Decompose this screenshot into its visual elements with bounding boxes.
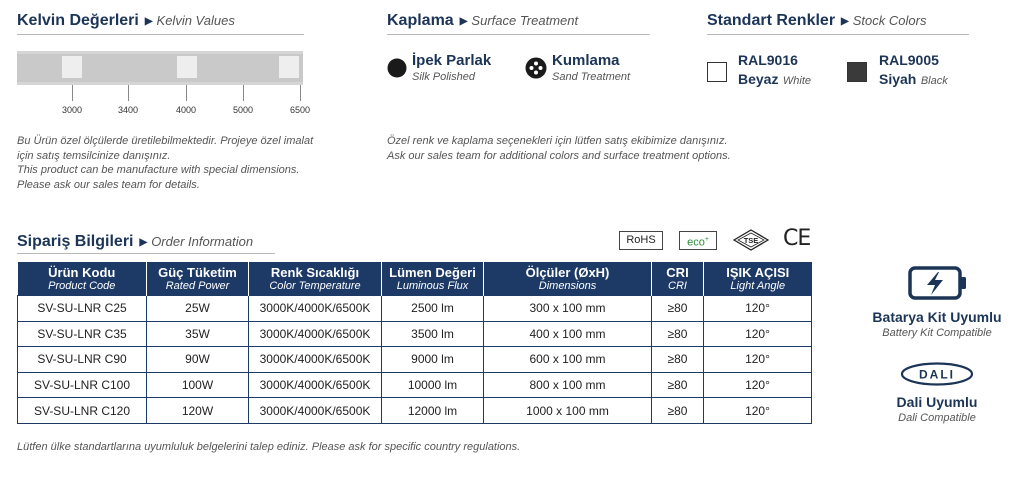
header-tr: Lümen Değeri xyxy=(389,265,476,280)
cell-power: 120W xyxy=(147,398,249,424)
tse-label: TSE xyxy=(743,236,759,245)
table-row xyxy=(18,347,812,373)
header-color-temp xyxy=(249,262,382,296)
note-line: Please ask our sales team for details. xyxy=(17,178,200,191)
arrow-right-icon: ▶ xyxy=(144,16,153,27)
sand-treatment-icon xyxy=(525,57,547,79)
finish-title: Kaplama xyxy=(387,12,454,29)
header-tr: Ürün Kodu xyxy=(48,265,116,280)
cell-product-code: SV-SU-LNR C25 xyxy=(18,296,147,322)
battery-kit-title: Batarya Kit Uyumlu xyxy=(872,309,1002,325)
cell-flux: 10000 lm xyxy=(382,372,484,398)
cell-angle: 120° xyxy=(704,296,812,322)
color-name xyxy=(738,71,811,89)
custom-size-note xyxy=(17,134,357,192)
battery-kit-subtitle: Battery Kit Compatible xyxy=(882,327,992,339)
table-row xyxy=(18,398,812,424)
header-light-angle xyxy=(704,262,812,296)
kelvin-sample-3000 xyxy=(62,56,82,78)
cell-flux: 2500 lm xyxy=(382,296,484,322)
header-tr: IŞIK AÇISI xyxy=(726,265,790,280)
kelvin-tick-label: 4000 xyxy=(175,105,197,115)
kelvin-tick-label: 5000 xyxy=(232,105,254,115)
note-line: Ask our sales team for additional colors and surface treatment options. xyxy=(387,149,731,162)
kelvin-tick-label: 3400 xyxy=(117,105,139,115)
cell-cri: ≥80 xyxy=(652,296,704,322)
cell-dimensions: 600 x 100 mm xyxy=(484,347,652,373)
cell-cri: ≥80 xyxy=(652,398,704,424)
cell-angle: 120° xyxy=(704,398,812,424)
arrow-right-icon: ▶ xyxy=(139,237,148,248)
kelvin-tick xyxy=(72,85,73,101)
cell-power: 100W xyxy=(147,372,249,398)
cell-color-temp: 3000K/4000K/6500K xyxy=(249,347,382,373)
header-en: Rated Power xyxy=(165,280,230,292)
dali-logo xyxy=(900,362,974,386)
cell-dimensions: 400 x 100 mm xyxy=(484,321,652,347)
cell-cri: ≥80 xyxy=(652,321,704,347)
dali-title: Dali Uyumlu xyxy=(896,394,978,410)
header-en: Luminous Flux xyxy=(396,280,469,292)
header-tr: Renk Sıcaklığı xyxy=(270,265,360,280)
kelvin-sample-6500 xyxy=(279,56,299,78)
table-row xyxy=(18,321,812,347)
color-name-en: White xyxy=(782,75,812,87)
cell-power: 35W xyxy=(147,321,249,347)
colors-note xyxy=(387,134,807,163)
battery-icon xyxy=(908,265,968,301)
kelvin-tick-label: 6500 xyxy=(289,105,311,115)
kelvin-section-title xyxy=(17,12,235,30)
note-line: Özel renk ve kaplama seçenekleri için lütfen satış ekibimize danışınız. xyxy=(387,135,728,147)
colors-title: Standart Renkler xyxy=(707,12,836,29)
kelvin-tick xyxy=(128,85,129,101)
header-rated-power xyxy=(147,262,249,296)
cell-angle: 120° xyxy=(704,321,812,347)
rohs-badge: RoHS xyxy=(619,231,663,250)
dali-logo-text: DALI xyxy=(919,367,955,382)
cell-cri: ≥80 xyxy=(652,372,704,398)
cell-color-temp: 3000K/4000K/6500K xyxy=(249,321,382,347)
cell-product-code: SV-SU-LNR C100 xyxy=(18,372,147,398)
cell-cri: ≥80 xyxy=(652,347,704,373)
colors-section-title xyxy=(707,12,926,30)
color-name-tr: Beyaz xyxy=(738,71,779,87)
order-table xyxy=(17,262,812,424)
finish-section-title xyxy=(387,12,578,30)
kelvin-tick xyxy=(243,85,244,101)
dali-subtitle: Dali Compatible xyxy=(898,412,976,424)
finish-sub: Sand Treatment xyxy=(552,71,631,83)
header-tr: Ölçüler (ØxH) xyxy=(525,265,610,280)
header-luminous-flux xyxy=(382,262,484,296)
finish-subtitle: Surface Treatment xyxy=(471,13,579,28)
kelvin-sample-4000 xyxy=(177,56,197,78)
kelvin-color-bar xyxy=(17,51,303,85)
color-code: RAL9005 xyxy=(879,52,939,68)
ce-mark: CE xyxy=(783,226,811,251)
cell-dimensions: 800 x 100 mm xyxy=(484,372,652,398)
order-title: Sipariş Bilgileri xyxy=(17,233,134,250)
kelvin-tick xyxy=(186,85,187,101)
kelvin-divider xyxy=(17,34,304,35)
table-row xyxy=(18,296,812,322)
color-name-en: Black xyxy=(920,75,948,87)
cell-flux: 12000 lm xyxy=(382,398,484,424)
colors-subtitle: Stock Colors xyxy=(852,13,927,28)
header-tr: Güç Tüketim xyxy=(158,265,237,280)
cell-angle: 120° xyxy=(704,347,812,373)
finish-sub: Silk Polished xyxy=(412,71,475,83)
color-swatch-white xyxy=(707,62,727,82)
finish-label: İpek Parlak xyxy=(412,52,492,69)
header-product-code xyxy=(18,262,147,296)
eco-label: eco xyxy=(687,236,705,249)
colors-divider xyxy=(707,34,969,35)
table-row xyxy=(18,372,812,398)
cell-product-code: SV-SU-LNR C35 xyxy=(18,321,147,347)
finish-divider xyxy=(387,34,650,35)
color-code: RAL9016 xyxy=(738,52,798,68)
eco-badge: eco+ xyxy=(679,231,717,250)
finish-label: Kumlama xyxy=(552,52,620,69)
cell-dimensions: 1000 x 100 mm xyxy=(484,398,652,424)
header-en: Light Angle xyxy=(730,280,786,292)
cell-flux: 9000 lm xyxy=(382,347,484,373)
note-line: This product can be manufacture with special dimensions. xyxy=(17,164,300,176)
color-name xyxy=(879,71,948,89)
kelvin-tick-label: 3000 xyxy=(61,105,83,115)
cell-power: 25W xyxy=(147,296,249,322)
kelvin-strip xyxy=(17,54,303,82)
header-en: Product Code xyxy=(48,280,116,292)
order-divider xyxy=(17,253,275,254)
header-en: Color Temperature xyxy=(269,280,361,292)
order-section-title xyxy=(17,233,253,251)
order-subtitle: Order Information xyxy=(151,234,254,249)
tse-badge xyxy=(733,229,769,251)
kelvin-title: Kelvin Değerleri xyxy=(17,12,139,29)
kelvin-tick xyxy=(300,85,301,101)
table-header-row xyxy=(18,262,812,296)
color-swatch-black xyxy=(847,62,867,82)
cell-product-code: SV-SU-LNR C90 xyxy=(18,347,147,373)
kelvin-subtitle: Kelvin Values xyxy=(156,13,235,28)
arrow-right-icon: ▶ xyxy=(841,16,849,27)
cell-angle: 120° xyxy=(704,372,812,398)
footer-note: Lütfen ülke standartlarına uyumluluk belgelerini talep ediniz. Please ask for specific country regulations. xyxy=(17,441,521,453)
header-dimensions xyxy=(484,262,652,296)
header-en: Dimensions xyxy=(538,280,597,292)
cell-color-temp: 3000K/4000K/6500K xyxy=(249,296,382,322)
cell-power: 90W xyxy=(147,347,249,373)
cell-flux: 3500 lm xyxy=(382,321,484,347)
cell-color-temp: 3000K/4000K/6500K xyxy=(249,372,382,398)
note-line: Bu Ürün özel ölçülerde üretilebilmektedir. Projeye özel imalat xyxy=(17,135,314,147)
color-name-tr: Siyah xyxy=(879,71,917,87)
cell-dimensions: 300 x 100 mm xyxy=(484,296,652,322)
arrow-right-icon: ▶ xyxy=(459,16,468,27)
note-line: için satış temsilcinize danışınız. xyxy=(17,149,171,162)
header-cri xyxy=(652,262,704,296)
silk-polished-icon xyxy=(387,58,407,78)
cell-color-temp: 3000K/4000K/6500K xyxy=(249,398,382,424)
cell-product-code: SV-SU-LNR C120 xyxy=(18,398,147,424)
header-en: CRI xyxy=(668,280,687,292)
header-tr: CRI xyxy=(666,265,689,280)
